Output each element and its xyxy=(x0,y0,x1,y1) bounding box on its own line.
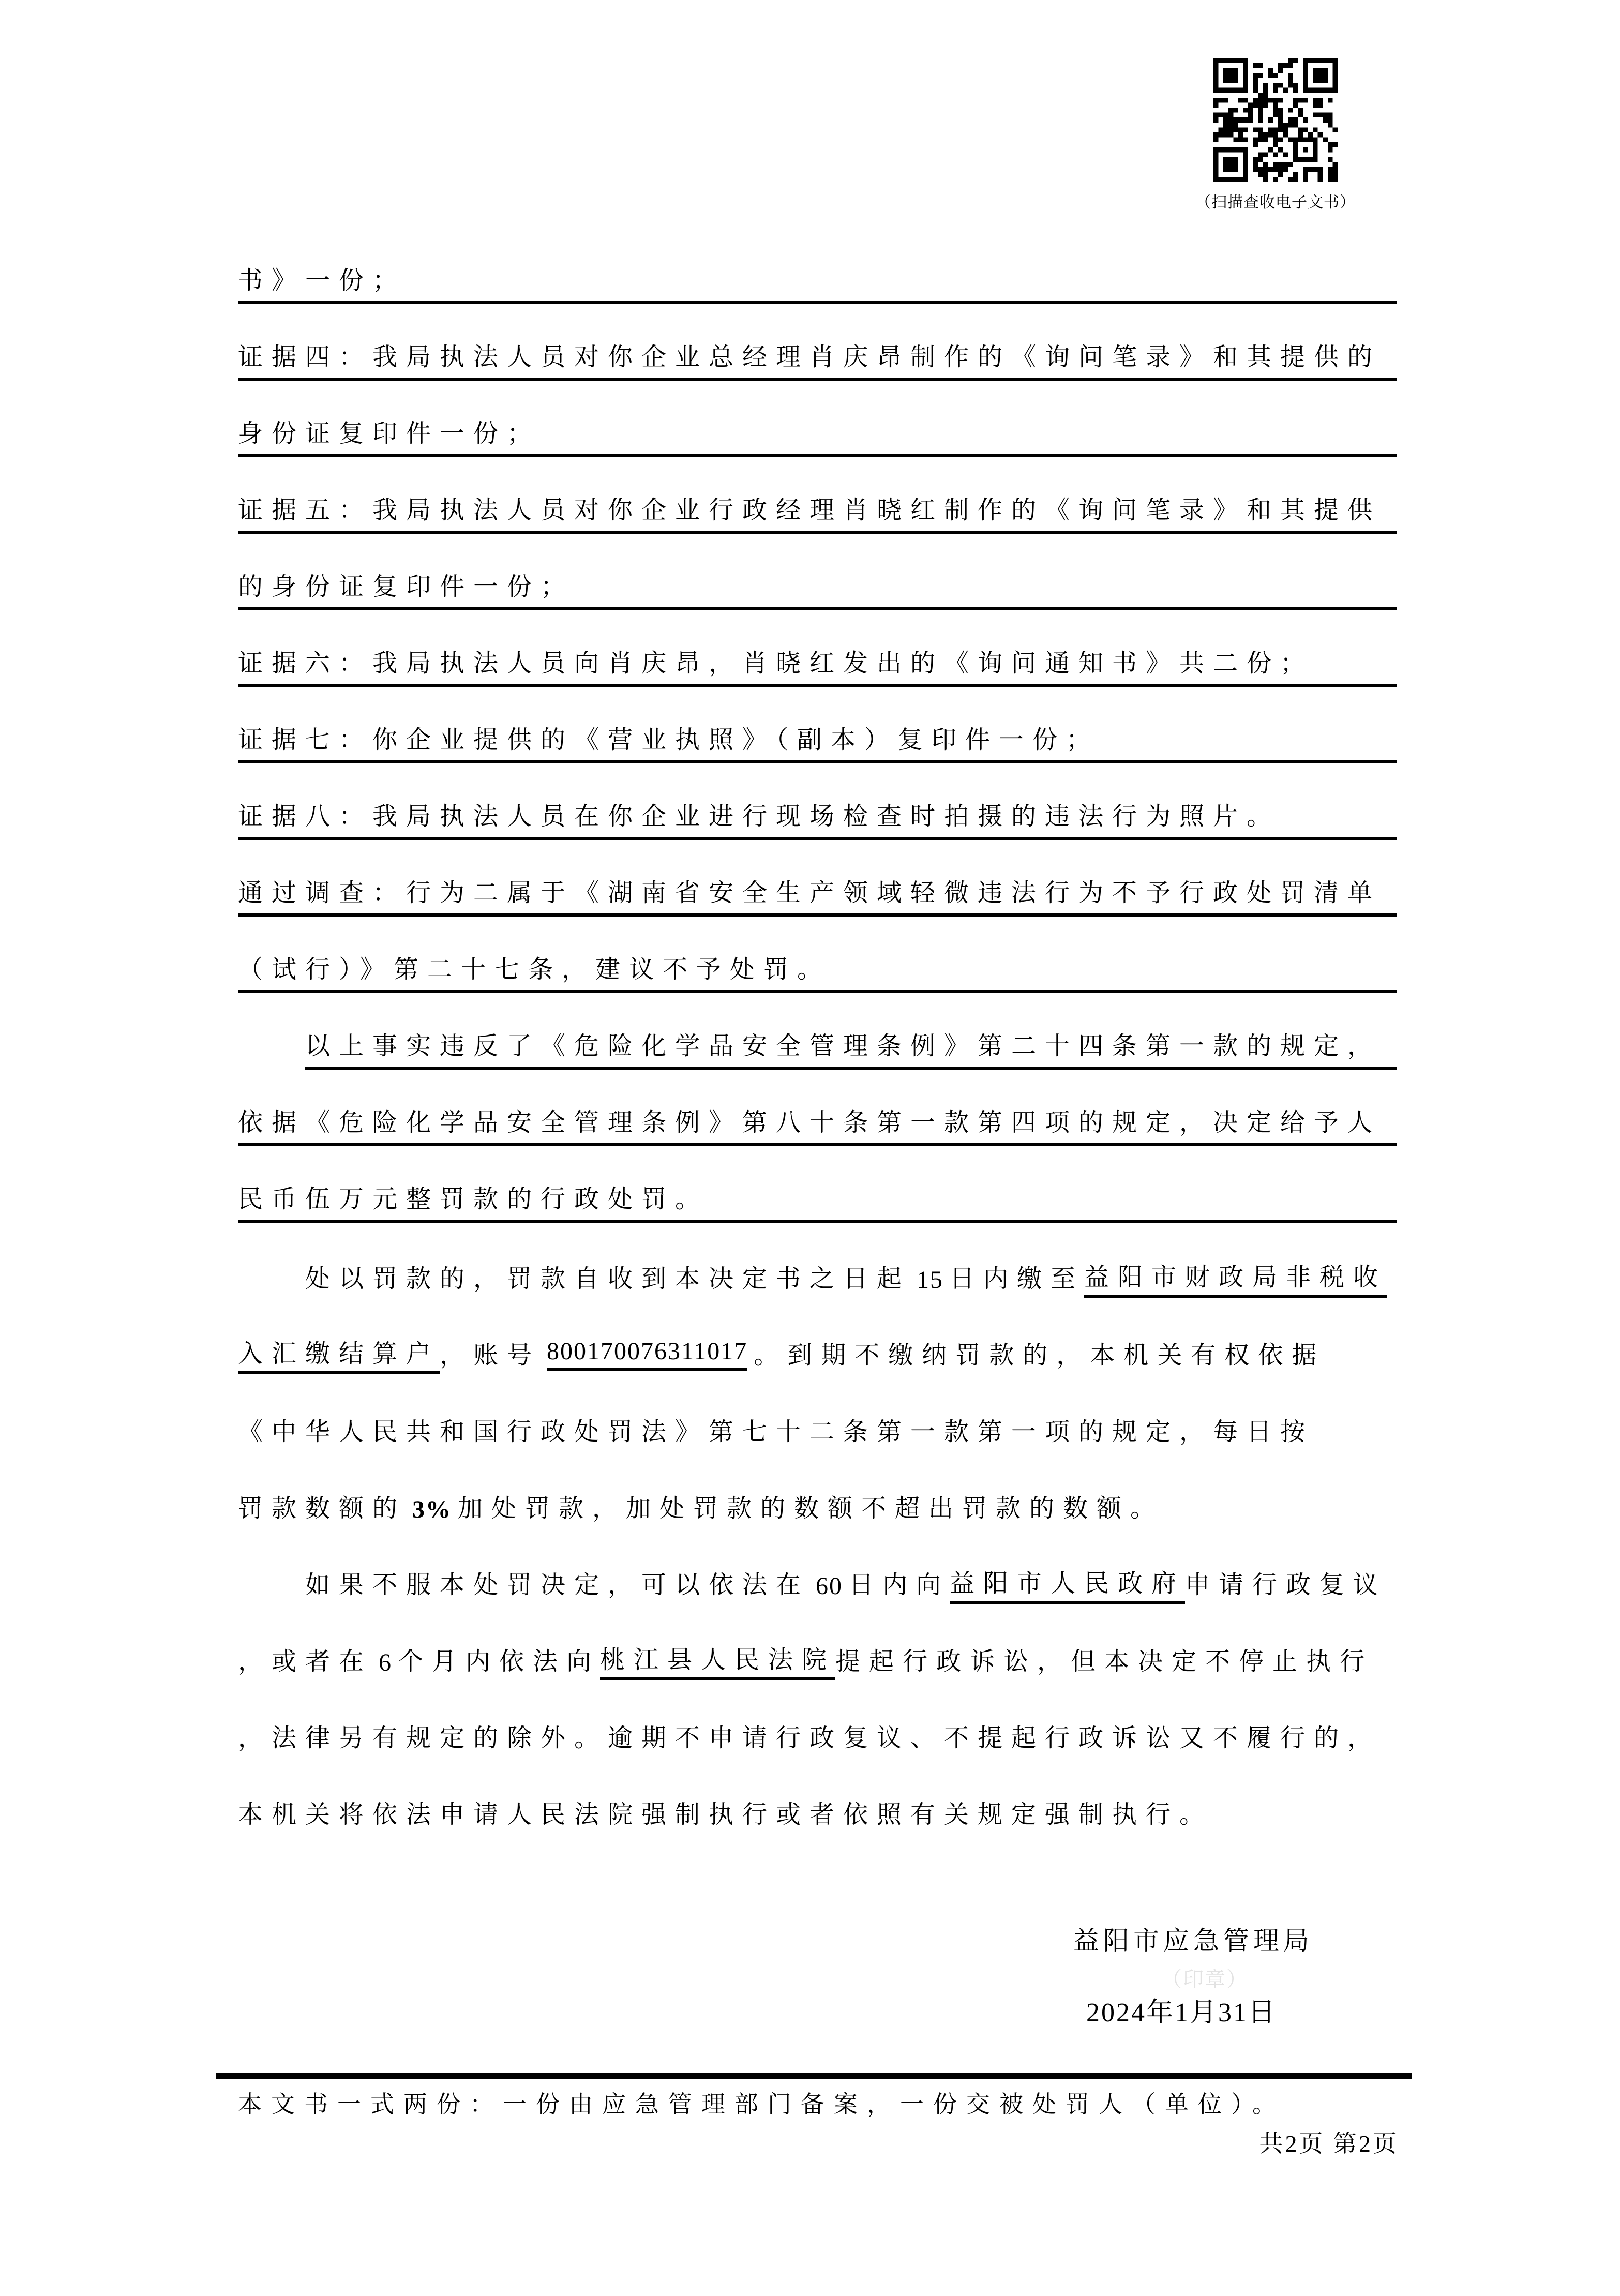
document-body xyxy=(238,228,1397,1835)
line-text: （试行）》第二十七条，建议不予处罚。 xyxy=(238,956,831,983)
issuing-agency: 益阳市应急管理局 xyxy=(1073,1926,1313,1955)
line-text: 提起行政诉讼，但本决定不停止执行 xyxy=(835,1648,1374,1675)
account-number: 800170076311017 xyxy=(547,1337,747,1371)
line-text: 。到期不缴纳罚款的，本机关有权依据 xyxy=(754,1342,1326,1369)
doc-line-20 xyxy=(238,1682,1397,1759)
line-text: 证据六：我局执法人员向肖庆昂，肖晓红发出的《询问通知书》共二份； xyxy=(238,650,1314,677)
doc-line-03 xyxy=(238,381,1397,457)
line-text: 证据五：我局执法人员对你企业行政经理肖晓红制作的《询问笔录》和其提供 xyxy=(238,497,1382,524)
qr-block xyxy=(1193,58,1358,212)
doc-line-15 xyxy=(238,1299,1397,1376)
line-text: 身份证复印件一份； xyxy=(238,420,541,447)
line-text: 以上事实违反了《危险化学品安全管理条例》第二十四条第一款的规定， xyxy=(305,1032,1382,1060)
review-authority: 益阳市人民政府 xyxy=(950,1563,1185,1604)
doc-line-01 xyxy=(238,228,1397,304)
page-indicator: 共2页 第2页 xyxy=(1259,2130,1399,2157)
footer-note: 本文书一式两份：一份由应急管理部门备案，一份交被处罚人（单位）。 xyxy=(238,2091,1285,2118)
remittance-account-name: 入汇缴结算户 xyxy=(238,1333,440,1374)
doc-line-14 xyxy=(238,1223,1397,1299)
doc-line-05 xyxy=(238,534,1397,610)
qr-code xyxy=(1213,58,1338,182)
line-text: 民币伍万元整罚款的行政处罚。 xyxy=(238,1185,709,1213)
line-text: 的身份证复印件一份； xyxy=(238,573,575,601)
footer-rule xyxy=(216,2073,1412,2079)
doc-line-19 xyxy=(238,1605,1397,1682)
line-text: 个月内依法向 xyxy=(398,1648,601,1675)
doc-line-08 xyxy=(238,763,1397,840)
doc-line-12 xyxy=(238,1070,1397,1146)
line-text: 日内缴至 xyxy=(950,1265,1085,1293)
doc-line-02 xyxy=(238,304,1397,381)
line-text: 证据八：我局执法人员在你企业进行现场检查时拍摄的违法行为照片。 xyxy=(238,803,1281,830)
line-text: ，或者在 xyxy=(238,1648,373,1675)
line-text: 依据《危险化学品安全管理条例》第八十条第一款第四项的规定，决定给予人 xyxy=(238,1109,1382,1136)
daily-penalty-rate: 3% xyxy=(412,1496,452,1523)
line-text: 如果不服本处罚决定，可以依法在 xyxy=(305,1571,810,1599)
doc-line-06 xyxy=(238,610,1397,687)
doc-line-16 xyxy=(238,1376,1397,1452)
line-text: ，账号 xyxy=(440,1342,541,1369)
line-text: 日内向 xyxy=(849,1571,950,1599)
qr-caption: （扫描查收电子文书） xyxy=(1195,194,1356,211)
doc-line-21 xyxy=(238,1759,1397,1835)
doc-line-11 xyxy=(305,993,1397,1070)
line-text: 通过调查：行为二属于《湖南省安全生产领域轻微违法行为不予行政处罚清单 xyxy=(238,879,1382,907)
line-text: 书》一份； xyxy=(238,267,407,294)
line-text: 申请行政复议 xyxy=(1185,1571,1387,1599)
line-text: 处以罚款的，罚款自收到本决定书之日起 xyxy=(305,1265,911,1293)
line-text: 罚款数额的 xyxy=(238,1495,407,1522)
line-text: 证据四：我局执法人员对你企业总经理肖庆昂制作的《询问笔录》和其提供的 xyxy=(238,343,1382,371)
line-text: 证据七：你企业提供的《营业执照》（副本）复印件一份； xyxy=(238,726,1100,754)
doc-line-17 xyxy=(238,1452,1397,1529)
line-text: ，法律另有规定的除外。逾期不申请行政复议、不提起行政诉讼又不履行的， xyxy=(238,1724,1382,1752)
decision-date: 2024年1月31日 xyxy=(1086,1998,1277,2028)
line-text: 《中华人民共和国行政处罚法》第七十二条第一款第一项的规定，每日按 xyxy=(238,1418,1314,1446)
doc-line-04 xyxy=(238,457,1397,534)
court-name: 桃江县人民法院 xyxy=(600,1640,835,1680)
lawsuit-months: 6 xyxy=(379,1649,393,1676)
doc-line-13 xyxy=(238,1146,1397,1223)
doc-line-10 xyxy=(238,917,1397,993)
doc-line-09 xyxy=(238,840,1397,917)
line-text: 加处罚款，加处罚款的数额不超出罚款的数额。 xyxy=(458,1495,1164,1522)
review-days: 60 xyxy=(816,1572,843,1600)
doc-line-18 xyxy=(238,1529,1397,1605)
fiscal-bureau-name: 益阳市财政局非税收 xyxy=(1084,1257,1387,1298)
line-text: 本机关将依法申请人民法院强制执行或者依照有关规定强制执行。 xyxy=(238,1801,1213,1828)
stamp-placeholder: （印章） xyxy=(1161,1968,1248,1991)
payment-days: 15 xyxy=(917,1266,944,1294)
doc-line-07 xyxy=(238,687,1397,763)
